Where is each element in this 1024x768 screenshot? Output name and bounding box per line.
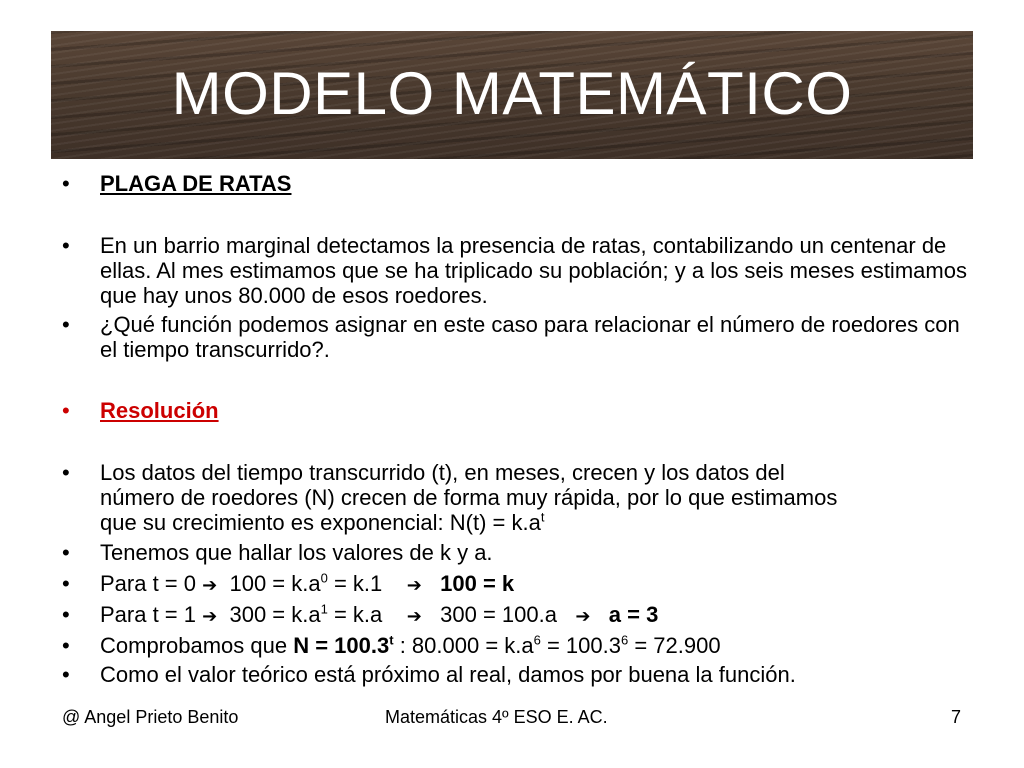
arrow-icon: ➔	[575, 606, 591, 627]
find-values-text: Tenemos que hallar los valores de k y a.	[100, 540, 493, 565]
check-function: N = 100.3	[293, 633, 390, 658]
t1-eq2: 300 = 100.a	[440, 602, 557, 627]
data-line: Los datos del tiempo transcurrido (t), en meses, crecen y los datos del	[100, 460, 785, 485]
check-mid2: = 100.3	[540, 633, 621, 658]
problem-text: En un barrio marginal detectamos la presencia de ratas, contabilizando un centenar de ellas. Al mes estimamos que se ha triplicado su población; y a los seis meses estimamos que hay unos 80.000 de esos roedores.	[100, 233, 967, 308]
arrow-icon: ➔	[202, 575, 218, 596]
bullet: •	[62, 233, 70, 258]
bullet: •	[62, 571, 70, 596]
exponent: t	[389, 632, 394, 648]
section-heading: PLAGA DE RATAS	[100, 171, 292, 196]
data-line: número de roedores (N) crecen de forma muy rápida, por lo que estimamos	[100, 485, 838, 510]
bullet: •	[62, 398, 70, 423]
t1-mid: = k.a	[327, 602, 383, 627]
t0-mid: = k.1	[327, 571, 383, 596]
bullet: •	[62, 171, 70, 196]
data-line: que su crecimiento es exponencial: N(t) = k.a	[100, 510, 541, 535]
page-title: MODELO MATEMÁTICO	[171, 60, 853, 127]
arrow-icon: ➔	[406, 575, 422, 596]
question-text: ¿Qué función podemos asignar en este caso para relacionar el número de roedores con el tiempo transcurrido?.	[100, 312, 960, 362]
bullet: •	[62, 602, 70, 627]
footer-author: @ Angel Prieto Benito	[62, 707, 239, 727]
exponent: 6	[533, 632, 541, 648]
data-description	[100, 460, 837, 535]
footer-page-number: 7	[951, 707, 962, 727]
bullet: •	[62, 633, 70, 658]
t0-result: 100 = k	[440, 571, 515, 596]
bullet: •	[62, 540, 70, 565]
bullet: •	[62, 662, 70, 687]
bullet: •	[62, 460, 70, 485]
check-end: = 72.900	[628, 633, 721, 658]
footer-course: Matemáticas 4º ESO E. AC.	[385, 707, 608, 727]
t1-eq: 300 = k.a	[229, 602, 321, 627]
arrow-icon: ➔	[202, 606, 218, 627]
t1-result: a = 3	[608, 602, 659, 627]
t1-equation	[100, 602, 658, 629]
t0-prefix: Para t = 0	[100, 571, 197, 596]
check-equation	[100, 633, 721, 658]
exponent: 6	[621, 632, 629, 648]
check-mid: : 80.000 = k.a	[393, 633, 534, 658]
title-banner	[51, 31, 973, 159]
exponent: 1	[320, 601, 328, 617]
bullet: •	[62, 312, 70, 337]
arrow-icon: ➔	[406, 606, 422, 627]
t0-equation	[100, 571, 514, 598]
exponent: t	[540, 509, 545, 525]
t1-prefix: Para t = 1	[100, 602, 197, 627]
exponent: 0	[320, 570, 328, 586]
t0-eq: 100 = k.a	[229, 571, 321, 596]
check-prefix: Comprobamos que	[100, 633, 294, 658]
resolution-heading: Resolución	[100, 398, 219, 423]
conclusion-text: Como el valor teórico está próximo al real, damos por buena la función.	[100, 662, 796, 687]
